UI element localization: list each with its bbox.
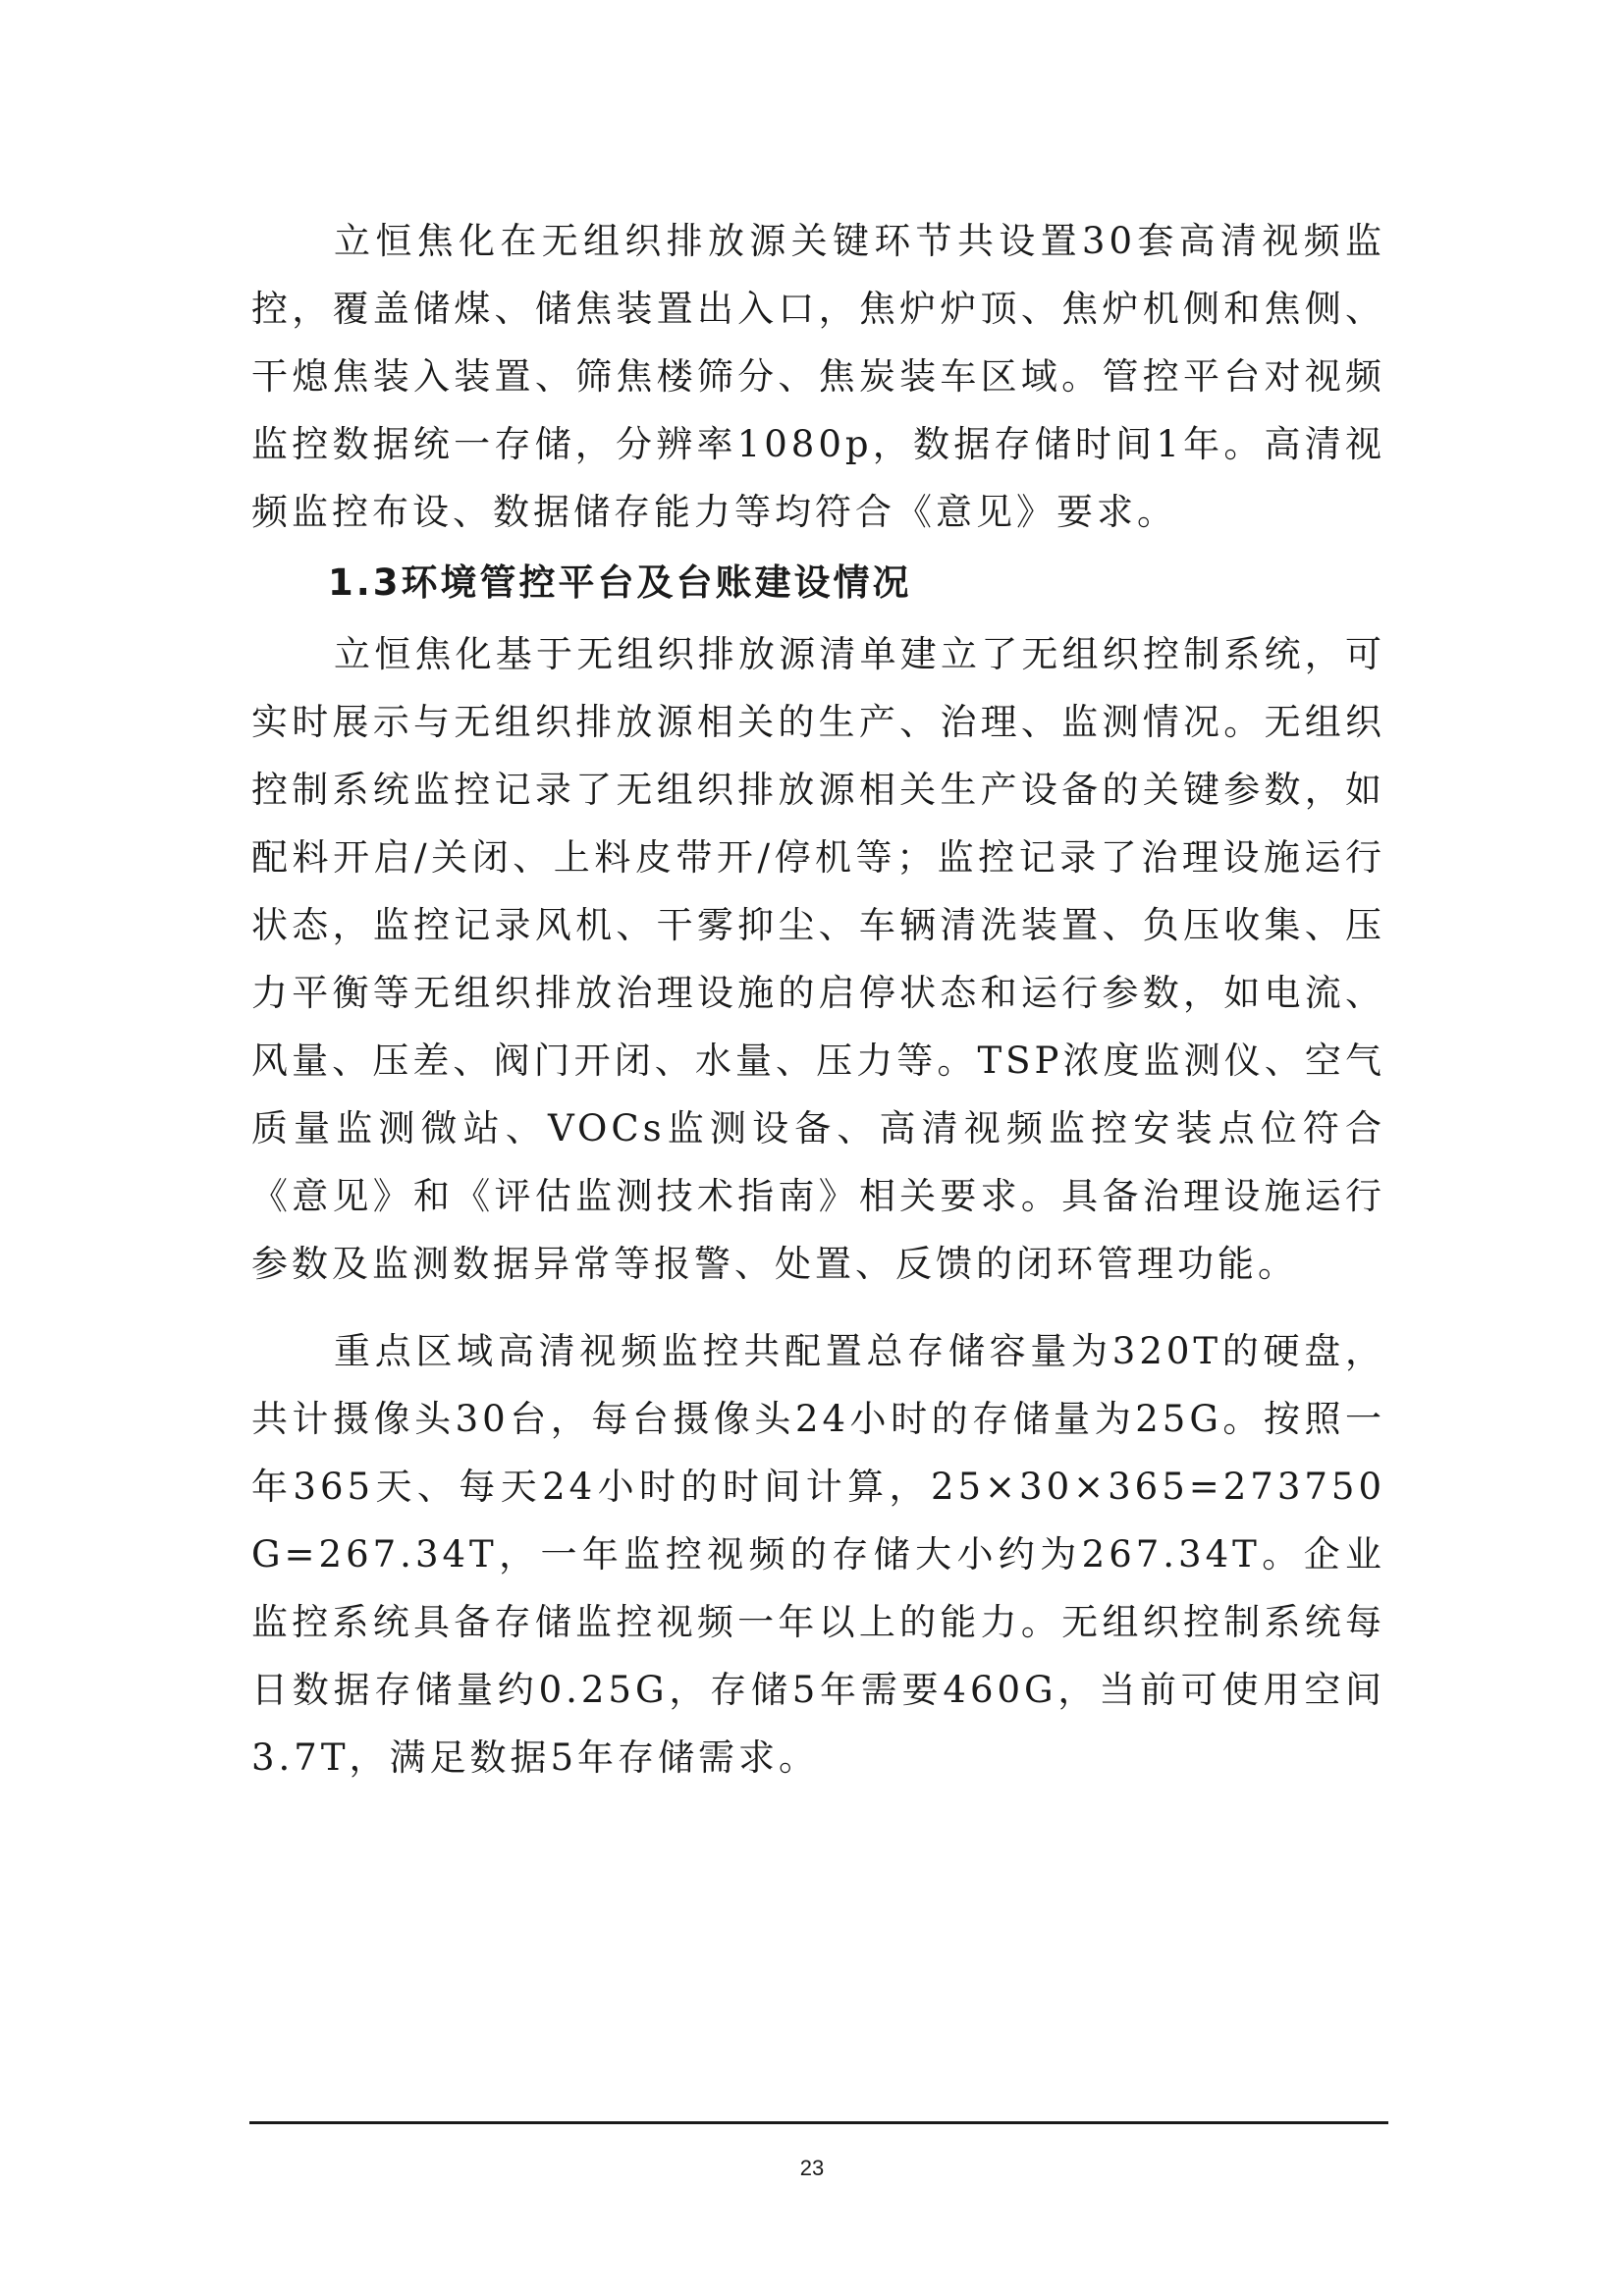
- page-body: [251, 207, 1385, 1791]
- footer-divider: [249, 2121, 1388, 2124]
- paragraph-control-system: 立恒焦化基于无组织排放源清单建立了无组织控制系统，可实时展示与无组织排放源相关的生产、治理、监测情况。无组织控制系统监控记录了无组织排放源相关生产设备的关键参数，如配料开启/关闭、上料皮带开/停机等；监控记录了治理设施运行状态，监控记录风机、干雾抑尘、车辆清洗装置、负压收集、压力平衡等无组织排放治理设施的启停状态和运行参数，如电流、风量、压差、阀门开闭、水量、压力等。TSP浓度监测仪、空气质量监测微站、VOCs监测设备、高清视频监控安装点位符合《意见》和《评估监测技术指南》相关要求。具备治理设施运行参数及监测数据异常等报警、处置、反馈的闭环管理功能。: [251, 633, 1385, 1285]
- page-number: 23: [799, 2156, 825, 2180]
- paragraph-storage-capacity: 重点区域高清视频监控共配置总存储容量为320T的硬盘，共计摄像头30台，每台摄像头24小时的存储量为25G。按照一年365天、每天24小时的时间计算，25×30×365=273750G=267.34T，一年监控视频的存储大小约为267.34T。企业监控系统具备存储监控视频一年以上的能力。无组织控制系统每日数据存储量约0.25G，存储5年需要460G，当前可使用空间3.7T，满足数据5年存储需求。: [251, 1330, 1385, 1779]
- paragraph-video-monitoring: 立恒焦化在无组织排放源关键环节共设置30套高清视频监控，覆盖储煤、储焦装置出入口，焦炉炉顶、焦炉机侧和焦侧、干熄焦装入装置、筛焦楼筛分、焦炭装车区域。管控平台对视频监控数据统一存储，分辨率1080p，数据存储时间1年。高清视频监控布设、数据储存能力等均符合《意见》要求。: [251, 220, 1385, 533]
- section-heading: 1.3环境管控平台及台账建设情况: [328, 561, 912, 604]
